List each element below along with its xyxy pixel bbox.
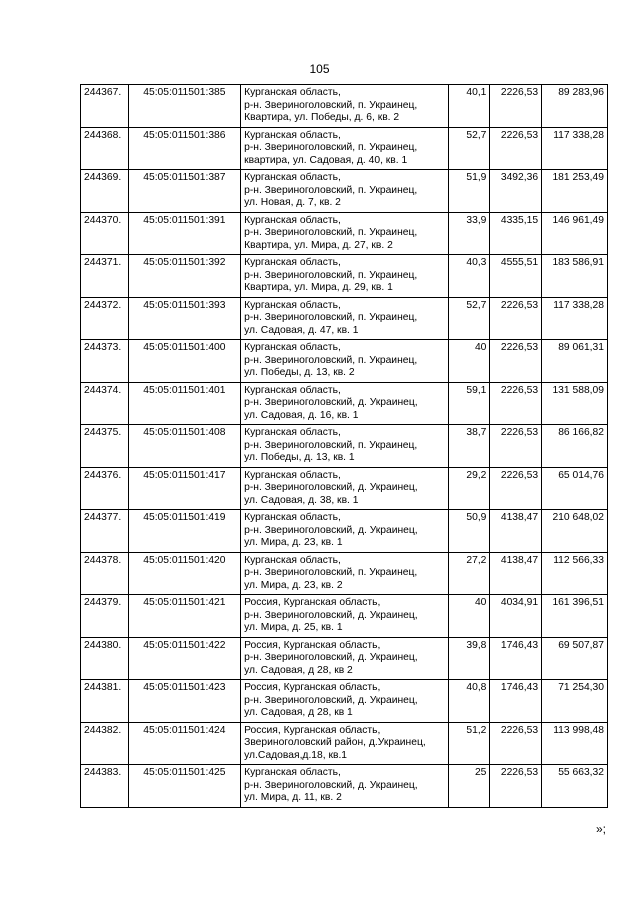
- unit-cost-cell: 2226,53: [490, 765, 542, 808]
- cadastral-number-cell: 45:05:011501:424: [128, 722, 240, 765]
- area-cell: 51,9: [448, 170, 490, 213]
- cadastral-value-cell: 112 566,33: [542, 552, 608, 595]
- cadastral-number-cell: 45:05:011501:387: [128, 170, 240, 213]
- address-line: р-н. Звериноголовский, п. Украинец,: [244, 312, 418, 323]
- table-row: [81, 340, 608, 383]
- row-number-cell: 244382.: [81, 722, 129, 765]
- cadastral-value-cell: 117 338,28: [542, 127, 608, 170]
- unit-cost-cell: 2226,53: [490, 85, 542, 128]
- cadastral-value-cell: 89 283,96: [542, 85, 608, 128]
- row-number-cell: 244379.: [81, 595, 129, 638]
- address-line: ул. Новая, д. 7, кв. 2: [244, 197, 341, 208]
- table-row: [81, 595, 608, 638]
- address-line: р-н. Звериноголовский, д. Украинец,: [244, 652, 418, 663]
- closing-quote-mark: »;: [596, 822, 607, 836]
- unit-cost-cell: 1746,43: [490, 637, 542, 680]
- address-cell: [241, 680, 449, 723]
- page-number: 105: [309, 62, 330, 76]
- address-line: ул. Мира, д. 23, кв. 2: [244, 579, 343, 591]
- address-line: Курганская область,: [244, 384, 341, 396]
- table-row: [81, 382, 608, 425]
- cadastral-value-cell: 55 663,32: [542, 765, 608, 808]
- table-row: [81, 297, 608, 340]
- area-cell: 40,3: [448, 255, 490, 298]
- row-number-cell: 244383.: [81, 765, 129, 808]
- unit-cost-cell: 4034,91: [490, 595, 542, 638]
- area-cell: 40,8: [448, 680, 490, 723]
- unit-cost-cell: 2226,53: [490, 340, 542, 383]
- row-number-cell: 244377.: [81, 510, 129, 553]
- cadastral-number-cell: 45:05:011501:400: [128, 340, 240, 383]
- address-cell: [241, 170, 449, 213]
- address-line: Курганская область,: [244, 87, 341, 98]
- table-row: [81, 680, 608, 723]
- cadastral-number-cell: 45:05:011501:385: [128, 85, 240, 128]
- table-row: [81, 637, 608, 680]
- cadastral-number-cell: 45:05:011501:392: [128, 255, 240, 298]
- cadastral-number-cell: 45:05:011501:391: [128, 212, 240, 255]
- cadastral-number-cell: 45:05:011501:419: [128, 510, 240, 553]
- row-number-cell: 244374.: [81, 382, 129, 425]
- address-cell: [241, 595, 449, 638]
- table-row: [81, 85, 608, 128]
- address-line: ул. Мира, д. 23, кв. 1: [244, 537, 343, 548]
- address-line: Россия, Курганская область,: [244, 724, 381, 736]
- address-line: Курганская область,: [244, 214, 341, 226]
- cadastral-value-cell: 117 338,28: [542, 297, 608, 340]
- address-line: Россия, Курганская область,: [244, 639, 381, 651]
- address-cell: [241, 127, 449, 170]
- address-cell: [241, 722, 449, 765]
- cadastral-value-cell: 71 254,30: [542, 680, 608, 723]
- address-line: ул. Мира, д. 25, кв. 1: [244, 622, 343, 633]
- address-cell: [241, 510, 449, 553]
- cadastral-value-cell: 86 166,82: [542, 425, 608, 468]
- area-cell: 59,1: [448, 382, 490, 425]
- address-line: Курганская область,: [244, 257, 341, 268]
- address-cell: [241, 340, 449, 383]
- records-table-body: [81, 85, 608, 808]
- address-line: р-н. Звериноголовский, д. Украинец,: [244, 524, 418, 536]
- row-number-cell: 244378.: [81, 552, 129, 595]
- area-cell: 51,2: [448, 722, 490, 765]
- address-cell: [241, 637, 449, 680]
- cadastral-number-cell: 45:05:011501:393: [128, 297, 240, 340]
- cadastral-number-cell: 45:05:011501:420: [128, 552, 240, 595]
- area-cell: 40: [448, 340, 490, 383]
- address-cell: [241, 212, 449, 255]
- address-line: Курганская область,: [244, 129, 341, 141]
- unit-cost-cell: 4555,51: [490, 255, 542, 298]
- unit-cost-cell: 1746,43: [490, 680, 542, 723]
- cadastral-number-cell: 45:05:011501:421: [128, 595, 240, 638]
- area-cell: 38,7: [448, 425, 490, 468]
- address-line: ул. Садовая, д 28, кв 1: [244, 707, 353, 718]
- address-line: р-н. Звериноголовский, п. Украинец,: [244, 354, 418, 366]
- area-cell: 52,7: [448, 127, 490, 170]
- area-cell: 27,2: [448, 552, 490, 595]
- address-line: р-н. Звериноголовский, п. Украинец,: [244, 227, 418, 238]
- cadastral-number-cell: 45:05:011501:408: [128, 425, 240, 468]
- address-line: Курганская область,: [244, 767, 341, 778]
- cadastral-value-cell: 161 396,51: [542, 595, 608, 638]
- area-cell: 52,7: [448, 297, 490, 340]
- cadastral-value-cell: 89 061,31: [542, 340, 608, 383]
- address-line: ул. Победы, д. 13, кв. 2: [244, 367, 355, 378]
- address-line: р-н. Звериноголовский, д. Украинец,: [244, 694, 418, 706]
- area-cell: 39,8: [448, 637, 490, 680]
- unit-cost-cell: 4138,47: [490, 510, 542, 553]
- unit-cost-cell: 2226,53: [490, 467, 542, 510]
- row-number-cell: 244380.: [81, 637, 129, 680]
- address-line: р-н. Звериноголовский, д. Украинец,: [244, 482, 418, 493]
- unit-cost-cell: 2226,53: [490, 297, 542, 340]
- address-cell: [241, 255, 449, 298]
- cadastral-number-cell: 45:05:011501:423: [128, 680, 240, 723]
- row-number-cell: 244370.: [81, 212, 129, 255]
- address-line: ул.Садовая,д.18, кв.1: [244, 749, 348, 761]
- address-line: ул. Садовая, д 28, кв 2: [244, 664, 353, 676]
- address-cell: [241, 765, 449, 808]
- address-line: Квартира, ул. Мира, д. 29, кв. 1: [244, 282, 393, 293]
- address-line: квартира, ул. Садовая, д. 40, кв. 1: [244, 154, 408, 166]
- cadastral-value-cell: 183 586,91: [542, 255, 608, 298]
- table-row: [81, 255, 608, 298]
- address-line: Курганская область,: [244, 172, 341, 183]
- address-line: р-н. Звериноголовский, п. Украинец,: [244, 567, 418, 578]
- unit-cost-cell: 3492,36: [490, 170, 542, 213]
- address-line: р-н. Звериноголовский, п. Украинец,: [244, 142, 418, 153]
- address-cell: [241, 552, 449, 595]
- cadastral-number-cell: 45:05:011501:417: [128, 467, 240, 510]
- address-line: ул. Садовая, д. 38, кв. 1: [244, 494, 359, 506]
- records-table: [80, 84, 608, 808]
- address-line: Квартира, ул. Мира, д. 27, кв. 2: [244, 239, 393, 251]
- address-line: Россия, Курганская область,: [244, 597, 381, 608]
- address-line: р-н. Звериноголовский, п. Украинец,: [244, 269, 418, 281]
- unit-cost-cell: 4138,47: [490, 552, 542, 595]
- row-number-cell: 244369.: [81, 170, 129, 213]
- area-cell: 40,1: [448, 85, 490, 128]
- cadastral-value-cell: 210 648,02: [542, 510, 608, 553]
- address-line: Курганская область,: [244, 299, 341, 311]
- address-cell: [241, 85, 449, 128]
- address-line: ул. Садовая, д. 16, кв. 1: [244, 409, 359, 421]
- row-number-cell: 244376.: [81, 467, 129, 510]
- cadastral-value-cell: 181 253,49: [542, 170, 608, 213]
- address-line: Курганская область,: [244, 554, 341, 566]
- table-row: [81, 127, 608, 170]
- table-row: [81, 510, 608, 553]
- row-number-cell: 244375.: [81, 425, 129, 468]
- address-cell: [241, 297, 449, 340]
- address-line: Курганская область,: [244, 342, 341, 353]
- address-line: Курганская область,: [244, 427, 341, 438]
- unit-cost-cell: 2226,53: [490, 382, 542, 425]
- table-row: [81, 765, 608, 808]
- area-cell: 29,2: [448, 467, 490, 510]
- address-line: р-н. Звериноголовский, п. Украинец,: [244, 184, 418, 196]
- table-row: [81, 467, 608, 510]
- area-cell: 33,9: [448, 212, 490, 255]
- cadastral-number-cell: 45:05:011501:425: [128, 765, 240, 808]
- table-row: [81, 425, 608, 468]
- cadastral-value-cell: 69 507,87: [542, 637, 608, 680]
- unit-cost-cell: 4335,15: [490, 212, 542, 255]
- cadastral-value-cell: 65 014,76: [542, 467, 608, 510]
- row-number-cell: 244373.: [81, 340, 129, 383]
- row-number-cell: 244372.: [81, 297, 129, 340]
- address-line: Курганская область,: [244, 512, 341, 523]
- unit-cost-cell: 2226,53: [490, 425, 542, 468]
- cadastral-number-cell: 45:05:011501:386: [128, 127, 240, 170]
- address-cell: [241, 425, 449, 468]
- cadastral-value-cell: 113 998,48: [542, 722, 608, 765]
- area-cell: 25: [448, 765, 490, 808]
- address-line: ул. Победы, д. 13, кв. 1: [244, 452, 355, 463]
- address-line: р-н. Звериноголовский, п. Украинец,: [244, 439, 418, 451]
- address-line: р-н. Звериноголовский, п. Украинец,: [244, 99, 418, 111]
- cadastral-number-cell: 45:05:011501:422: [128, 637, 240, 680]
- address-line: Россия, Курганская область,: [244, 682, 381, 693]
- address-cell: [241, 382, 449, 425]
- table-row: [81, 170, 608, 213]
- address-line: р-н. Звериноголовский, д. Украинец,: [244, 779, 418, 791]
- cadastral-number-cell: 45:05:011501:401: [128, 382, 240, 425]
- row-number-cell: 244367.: [81, 85, 129, 128]
- table-row: [81, 722, 608, 765]
- unit-cost-cell: 2226,53: [490, 722, 542, 765]
- area-cell: 50,9: [448, 510, 490, 553]
- row-number-cell: 244381.: [81, 680, 129, 723]
- table-row: [81, 552, 608, 595]
- area-cell: 40: [448, 595, 490, 638]
- address-line: Звериноголовский район, д.Украинец,: [244, 737, 426, 748]
- address-line: ул. Садовая, д. 47, кв. 1: [244, 324, 359, 336]
- row-number-cell: 244371.: [81, 255, 129, 298]
- row-number-cell: 244368.: [81, 127, 129, 170]
- address-line: р-н. Звериноголовский, д. Украинец,: [244, 609, 418, 621]
- cadastral-value-cell: 131 588,09: [542, 382, 608, 425]
- cadastral-value-cell: 146 961,49: [542, 212, 608, 255]
- address-line: ул. Мира, д. 11, кв. 2: [244, 792, 342, 803]
- unit-cost-cell: 2226,53: [490, 127, 542, 170]
- address-line: Квартира, ул. Победы, д. 6, кв. 2: [244, 112, 400, 123]
- table-row: [81, 212, 608, 255]
- address-cell: [241, 467, 449, 510]
- address-line: р-н. Звериноголовский, д. Украинец,: [244, 397, 418, 408]
- address-line: Курганская область,: [244, 469, 341, 481]
